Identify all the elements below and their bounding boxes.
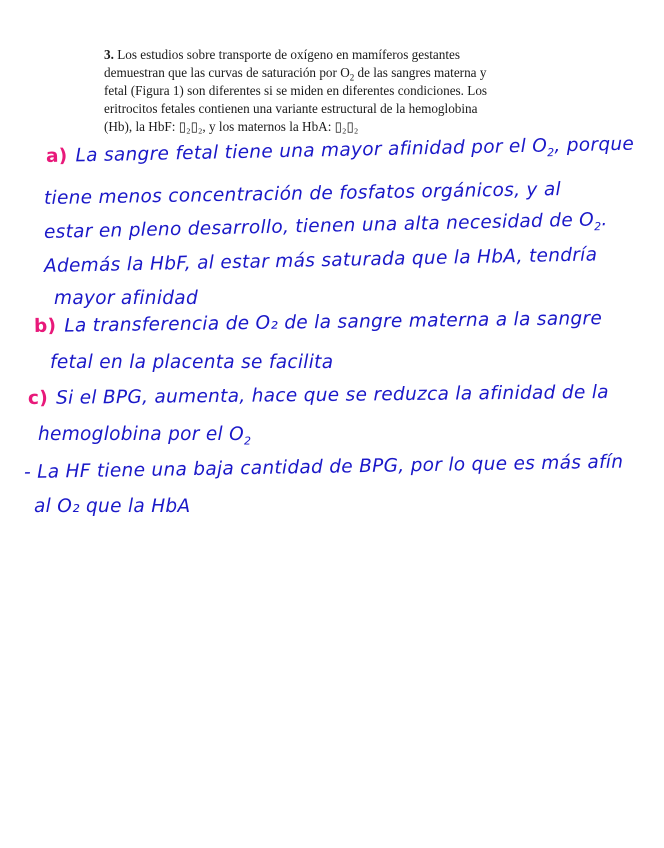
answer-a-line-3: estar en pleno desarrollo, tienen una alta necesidad de $O_2$. [43, 209, 608, 243]
answer-b-line-2: fetal en la placenta se facilita [50, 352, 334, 373]
answer-b-line-1: b) La transferencia de O₂ de la sangre materna a la sangre [33, 308, 603, 337]
answer-extra-line-1: - La HF tiene una baja cantidad de BPG, por lo que es más afín [23, 451, 624, 483]
answer-c-line-2: hemoglobina por el $O_2$ [38, 424, 252, 448]
answer-c-line-1: c) Si el BPG, aumenta, hace que se reduzca la afinidad de la [27, 381, 609, 409]
question-line-5: (Hb), la HbF: ▯₂▯₂, y los maternos la HbA: ▯₂▯₂ [104, 119, 359, 134]
question-line-4: eritrocitos fetales contienen una variante estructural de la hemoglobina [104, 101, 478, 116]
answer-b-label: b) [33, 315, 57, 337]
answer-c-label: c) [27, 387, 49, 409]
question-line-3: fetal (Figura 1) son diferentes si se miden en diferentes condiciones. Los [104, 83, 488, 98]
answer-extra-line-2: al O₂ que la HbA [34, 496, 191, 517]
question-line-2: demuestran que las curvas de saturación por $O_2$ de las sangres materna y [104, 65, 487, 83]
answer-a-label: a) [45, 145, 68, 167]
question-text [104, 46, 574, 136]
question-number: 3. [104, 47, 114, 62]
answer-a-line-1: a) La sangre fetal tiene una mayor afinidad por el $O_2$, porque [45, 133, 635, 167]
answer-a-line-2: tiene menos concentración de fosfatos orgánicos, y al [43, 178, 562, 209]
question-line-1: 3. Los estudios sobre transporte de oxígeno en mamíferos gestantes [104, 47, 460, 62]
answer-a-line-5: mayor afinidad [54, 288, 198, 309]
answer-a-line-4: Además la HbF, al estar más saturada que la HbA, tendría [43, 244, 598, 277]
